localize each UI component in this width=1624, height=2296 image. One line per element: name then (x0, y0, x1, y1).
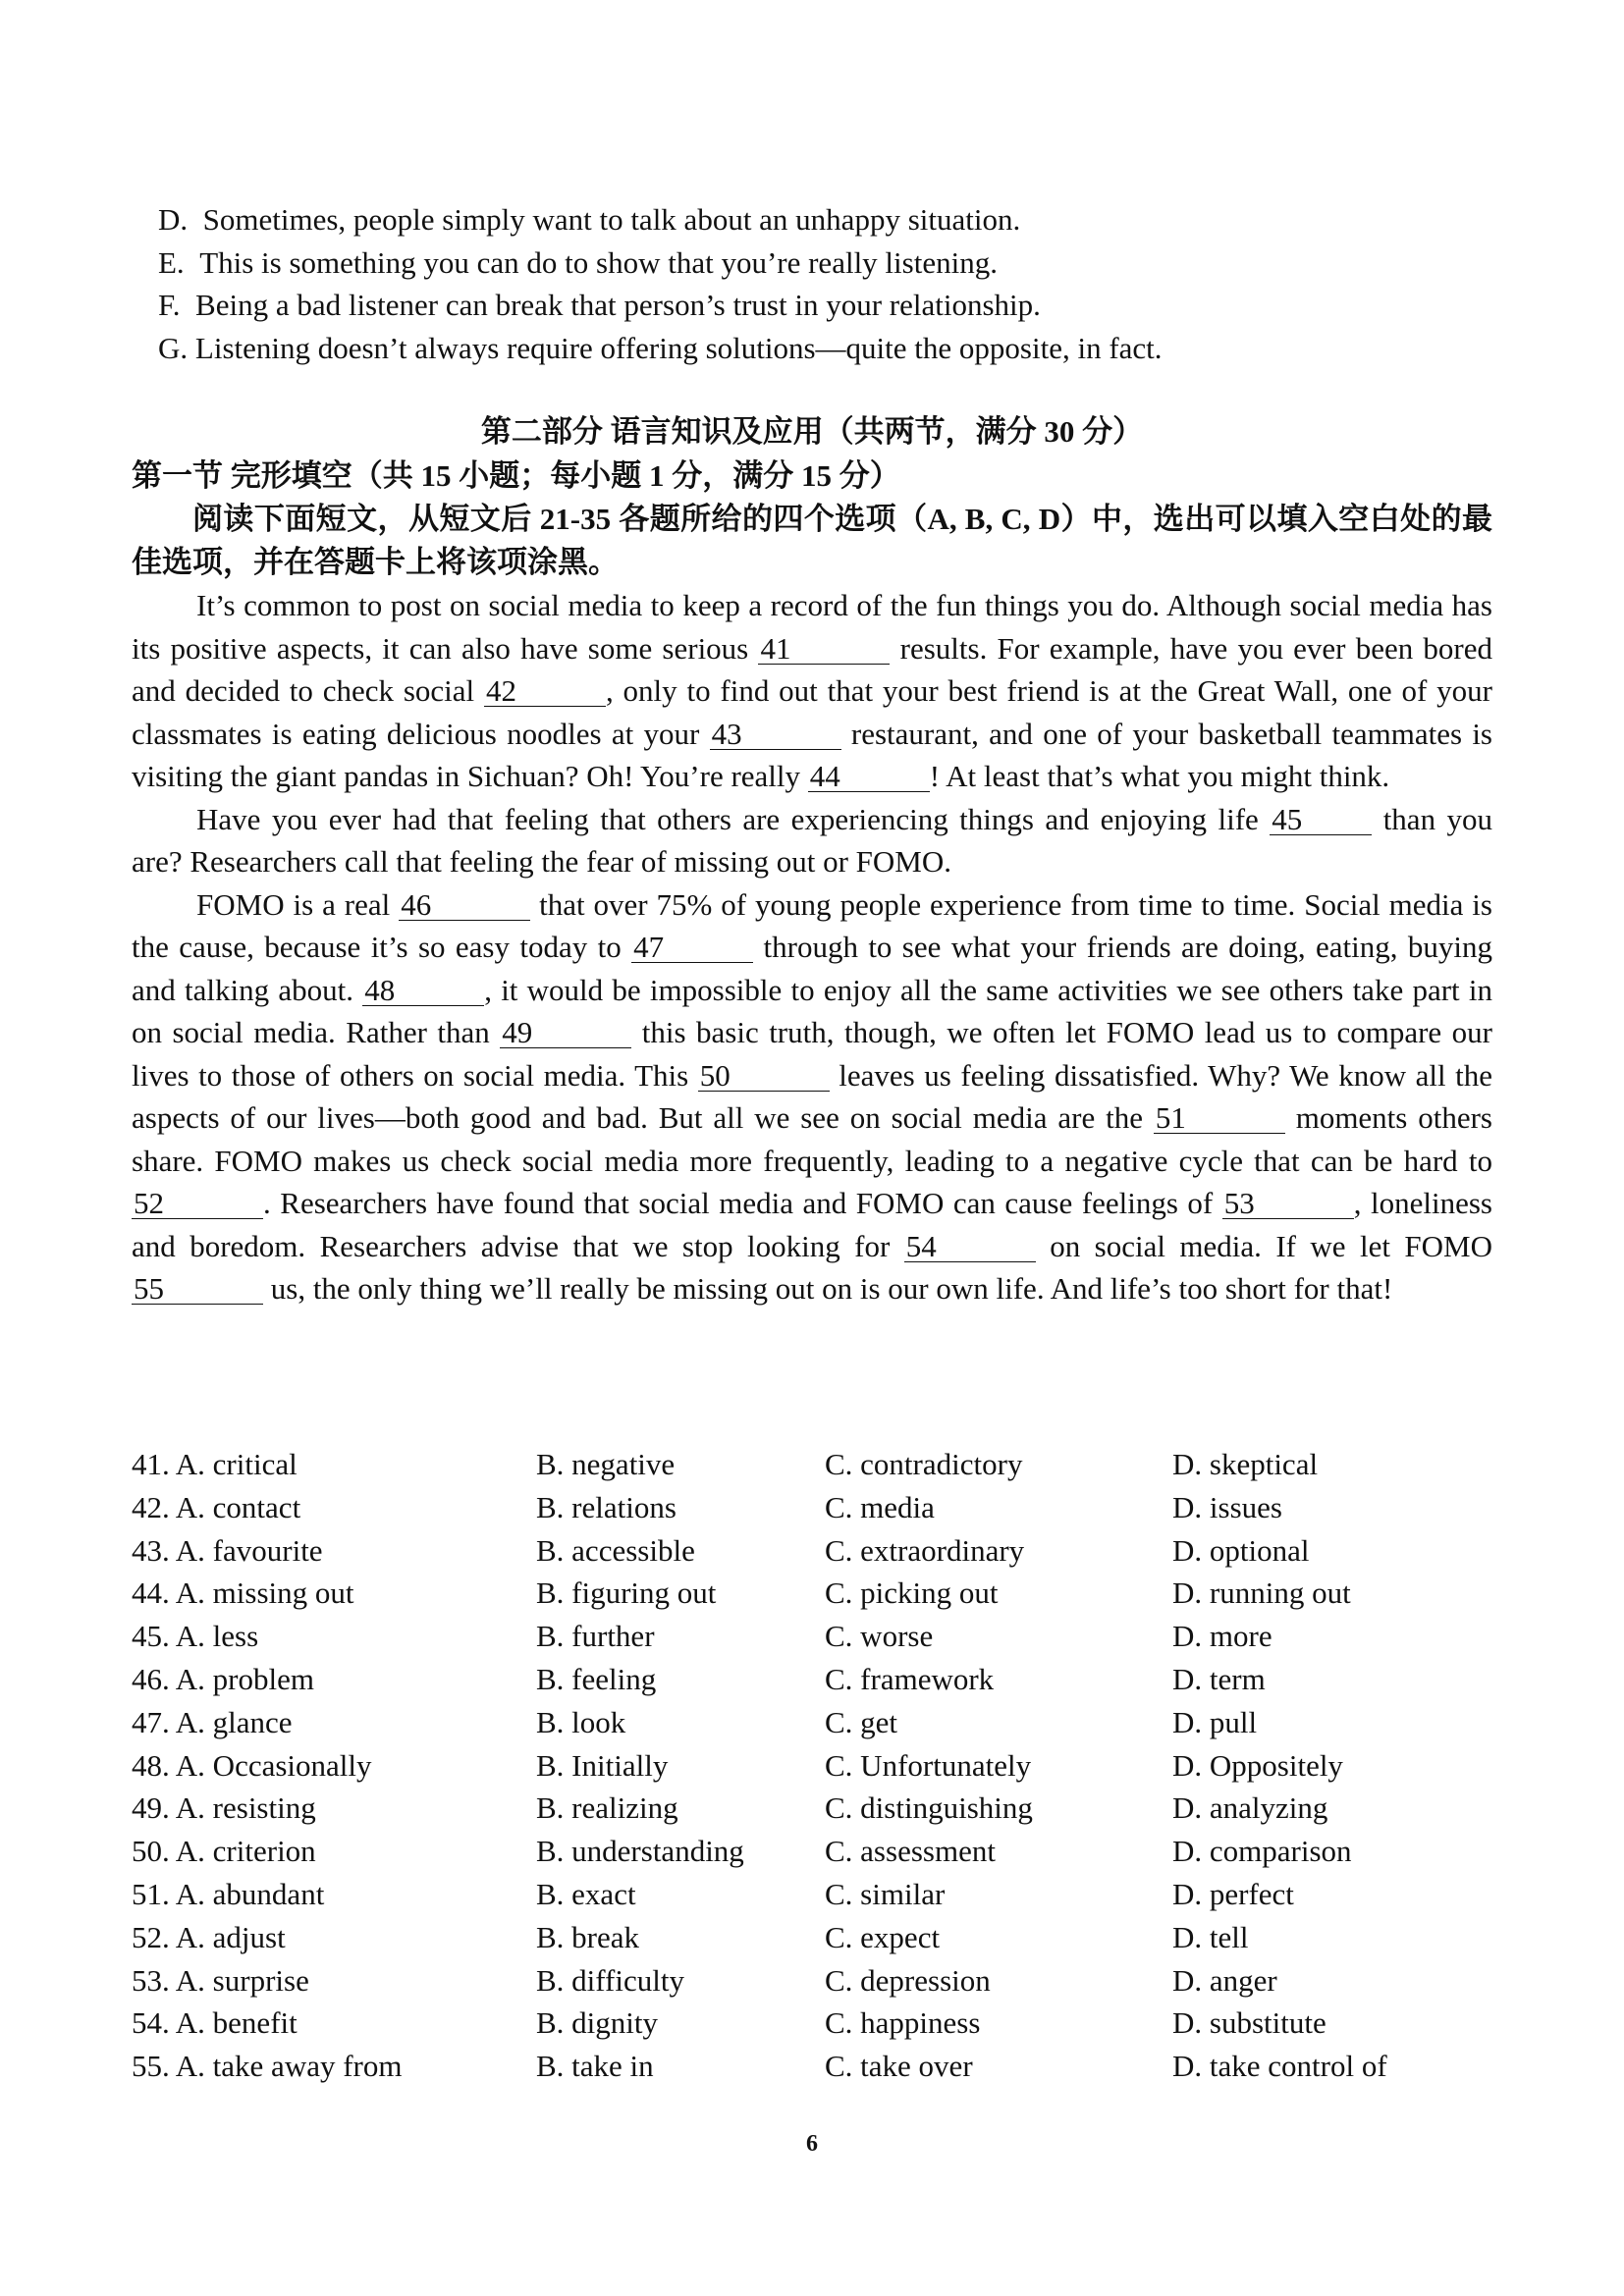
question-row (132, 1744, 1526, 1788)
passage-text: , only to find out that your best friend is at the Great Wall, one of your classmates is eating delicious noodles at your (132, 673, 1492, 751)
option-item (158, 327, 1513, 370)
blank-47: 47 (631, 933, 753, 963)
option-item (158, 198, 1513, 241)
choice-d: D. substitute (1172, 2005, 1326, 2041)
choice-a: 51. A. abundant (132, 1876, 325, 1911)
choice-b: B. realizing (536, 1790, 678, 1826)
option-text: Being a bad listener can break that person’s trust in your relationship. (195, 288, 1041, 322)
passage-text: , it would be impossible to enjoy all the same activities we see others take part in on social media. Rather than (132, 972, 1492, 1049)
choice-b: B. further (536, 1619, 655, 1654)
question-row (132, 1529, 1526, 1573)
passage-text: restaurant, and one of your basketball teammates is visiting the giant pandas in Sichuan? Oh! You’re really (132, 716, 1492, 793)
choice-c: C. distinguishing (825, 1790, 1033, 1826)
passage-text: . Researchers have found that social media and FOMO can cause feelings of (263, 1186, 1222, 1220)
blank-55: 55 (132, 1274, 263, 1305)
question-row (132, 1830, 1526, 1873)
passage-paragraph-3 (132, 883, 1492, 1310)
choice-d: D. more (1172, 1619, 1272, 1654)
choice-d: D. perfect (1172, 1876, 1294, 1911)
instruction (132, 498, 1492, 583)
passage-paragraph-1 (132, 584, 1492, 798)
passage-text: FOMO is a real (196, 886, 400, 922)
choice-d: D. take control of (1172, 2049, 1387, 2084)
choice-d: D. Oppositely (1172, 1747, 1343, 1783)
choice-c: C. extraordinary (825, 1532, 1025, 1568)
passage-text: results. For example, have you ever been bored and decided to check social (132, 630, 1492, 708)
choice-c: C. depression (825, 1962, 991, 1998)
choice-a: 43. A. favourite (132, 1532, 323, 1568)
question-row (132, 1615, 1526, 1658)
passage-text: that over 75% of young people experience from time to time. Social media is the cause, because it’s so easy today to (132, 886, 1492, 964)
question-row (132, 2002, 1526, 2045)
choice-b: B. feeling (536, 1661, 657, 1696)
passage-text: , loneliness and boredom. Researchers advise that we stop looking for (132, 1186, 1492, 1263)
passage-text: Have you ever had that feeling that others are experiencing things and enjoying life (196, 801, 1271, 836)
blank-54: 54 (904, 1232, 1036, 1262)
choice-a: 47. A. glance (132, 1704, 293, 1739)
choice-a: 50. A. criterion (132, 1834, 316, 1869)
blank-50: 50 (698, 1061, 830, 1092)
passage-text: moments others share. FOMO makes us check social media more frequently, leading to a negative cycle that can be hard to (132, 1100, 1492, 1178)
choice-c: C. expect (825, 1919, 941, 1954)
choice-c: C. media (825, 1489, 935, 1524)
choice-c: C. framework (825, 1661, 995, 1696)
choice-b: B. accessible (536, 1532, 695, 1568)
passage-text: It’s common to post on social media to keep a record of the fun things you do. Although social media has its positive aspects, it can also have some serious (132, 588, 1492, 666)
choice-a: 54. A. benefit (132, 2005, 298, 2041)
choice-b: B. figuring out (536, 1575, 717, 1611)
question-row (132, 1959, 1526, 2002)
choice-d: D. term (1172, 1661, 1266, 1696)
choice-c: C. picking out (825, 1575, 999, 1611)
blank-51: 51 (1154, 1103, 1285, 1134)
option-item (158, 284, 1513, 327)
blank-42: 42 (484, 676, 606, 707)
subsection-title: 第一节 完形填空（共 15 小题；每小题 1 分，满分 15 分） (132, 458, 900, 493)
question-row (132, 1486, 1526, 1529)
choice-b: B. Initially (536, 1747, 669, 1783)
choice-c: C. get (825, 1704, 898, 1739)
choice-a: 46. A. problem (132, 1661, 314, 1696)
passage-text: through to see what your friends are doing, eating, buying and talking about. (132, 930, 1493, 1007)
choice-c: C. Unfortunately (825, 1747, 1032, 1783)
blank-52: 52 (132, 1189, 263, 1219)
previous-options-list (158, 198, 1513, 369)
blank-44: 44 (808, 762, 930, 792)
blank-53: 53 (1222, 1189, 1354, 1219)
section-title: 第二部分 语言知识及应用（共两节，满分 30 分） (480, 414, 1144, 449)
choice-a: 53. A. surprise (132, 1962, 309, 1998)
blank-41: 41 (758, 634, 890, 665)
blank-43: 43 (710, 720, 841, 750)
choice-c: C. happiness (825, 2005, 981, 2041)
choice-c: C. take over (825, 2049, 973, 2084)
instruction-text: 阅读下面短文，从短文后 21-35 各题所给的四个选项（A, B, C, D）中，选出可以填入空白处的最佳选项，并在答题卡上将该项涂黑。 (132, 502, 1492, 579)
choice-d: D. tell (1172, 1919, 1249, 1954)
choice-b: B. negative (536, 1447, 676, 1481)
option-letter: F. (158, 288, 181, 322)
choice-b: B. relations (536, 1489, 677, 1524)
blank-48: 48 (362, 976, 484, 1006)
question-row (132, 2045, 1526, 2088)
choice-d: D. skeptical (1172, 1447, 1319, 1481)
choice-a: 42. A. contact (132, 1489, 301, 1524)
option-text: This is something you can do to show that you’re really listening. (199, 244, 998, 280)
blank-46: 46 (399, 890, 530, 921)
choice-a: 55. A. take away from (132, 2049, 403, 2084)
option-letter: G. (158, 330, 189, 365)
choice-b: B. take in (536, 2049, 654, 2084)
passage-text: ! At least that’s what you might think. (929, 759, 1390, 793)
choice-a: 44. A. missing out (132, 1575, 354, 1611)
question-row (132, 1572, 1526, 1615)
choice-b: B. understanding (536, 1834, 744, 1869)
page-number: 6 (806, 2131, 818, 2157)
blank-45: 45 (1270, 805, 1372, 835)
question-row (132, 1658, 1526, 1701)
choice-b: B. look (536, 1704, 626, 1739)
passage-text: than you are? Researchers call that feeling the fear of missing out or FOMO. (132, 801, 1493, 879)
passage-text: this basic truth, though, we often let FOMO lead us to compare our lives to those of others on social media. This (132, 1015, 1492, 1093)
choice-d: D. comparison (1172, 1834, 1352, 1869)
choice-a: 41. A. critical (132, 1447, 298, 1481)
choice-b: B. dignity (536, 2005, 659, 2041)
question-row (132, 1787, 1526, 1830)
choice-c: C. assessment (825, 1834, 996, 1869)
option-text: Listening doesn’t always require offering solutions—quite the opposite, in fact. (194, 330, 1163, 365)
choice-d: D. anger (1172, 1962, 1277, 1998)
option-letter: D. (158, 202, 189, 237)
choice-d: D. issues (1172, 1489, 1282, 1524)
choice-a: 49. A. resisting (132, 1790, 316, 1826)
choice-c: C. contradictory (825, 1447, 1023, 1481)
passage-text: on social media. If we let FOMO (1035, 1228, 1492, 1263)
cloze-passage (132, 584, 1492, 1310)
question-row (132, 1443, 1526, 1486)
choice-d: D. pull (1172, 1704, 1258, 1739)
option-item (158, 241, 1513, 285)
option-text: Sometimes, people simply want to talk about an unhappy situation. (202, 202, 1021, 237)
option-letter: E. (158, 244, 185, 280)
passage-text: us, the only thing we’ll really be missing out on is our own life. And life’s too short for that! (263, 1271, 1393, 1306)
choice-b: B. break (536, 1919, 640, 1954)
choice-a: 45. A. less (132, 1619, 259, 1654)
choice-a: 48. A. Occasionally (132, 1747, 372, 1783)
choice-d: D. running out (1172, 1575, 1351, 1611)
passage-paragraph-2 (132, 798, 1492, 883)
choice-b: B. difficulty (536, 1962, 684, 1998)
question-options (132, 1443, 1526, 2088)
choice-d: D. analyzing (1172, 1790, 1328, 1826)
choice-a: 52. A. adjust (132, 1919, 286, 1954)
question-row (132, 1873, 1526, 1916)
choice-c: C. similar (825, 1876, 946, 1911)
question-row (132, 1916, 1526, 1959)
passage-text: leaves us feeling dissatisfied. Why? We know all the aspects of our lives—both good and bad. But all we see on social media are the (132, 1057, 1492, 1135)
question-row (132, 1701, 1526, 1744)
blank-49: 49 (500, 1018, 631, 1048)
choice-d: D. optional (1172, 1532, 1310, 1568)
choice-c: C. worse (825, 1619, 934, 1654)
choice-b: B. exact (536, 1876, 636, 1911)
